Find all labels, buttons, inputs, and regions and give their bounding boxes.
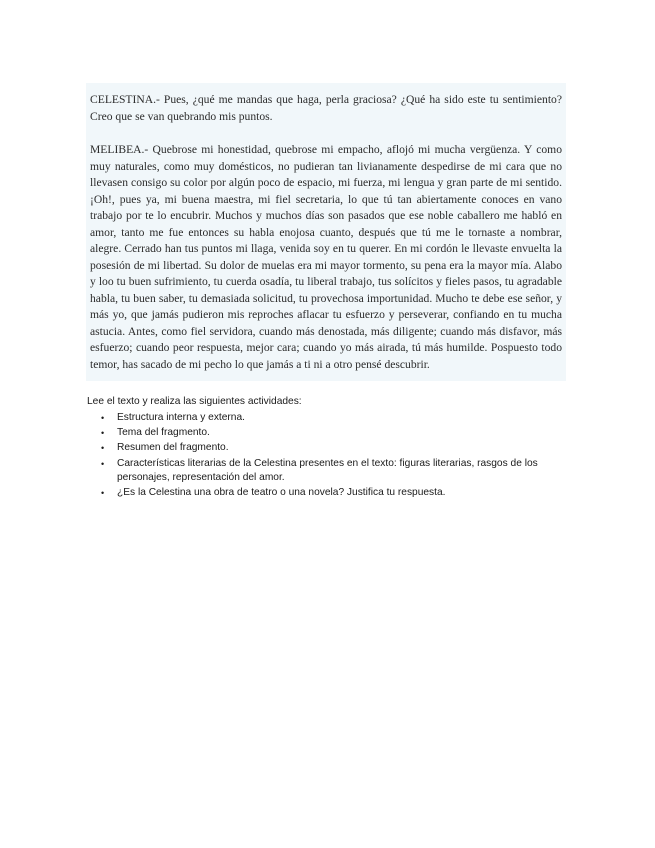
list-item — [87, 457, 557, 485]
celestina-paragraph: CELESTINA.- Pues, ¿qué me mandas que haga, perla graciosa? ¿Qué ha sido este tu sentimiento? Creo que se van quebrando mis puntos. — [90, 93, 562, 123]
task-text: Tema del fragmento. — [117, 427, 210, 439]
list-item — [87, 426, 557, 440]
task-text: Resumen del fragmento. — [117, 442, 229, 454]
bullet-icon: • — [101, 428, 105, 439]
bullet-icon: • — [101, 413, 105, 423]
activities-section — [87, 394, 567, 501]
list-item — [87, 441, 557, 455]
activities-list — [87, 411, 567, 500]
list-item — [87, 411, 557, 425]
bullet-icon: • — [101, 443, 105, 454]
activities-intro: Lee el texto y realiza las siguientes actividades: — [87, 396, 302, 407]
task-text: ¿Es la Celestina una obra de teatro o una novela? Justifica tu respuesta. — [117, 487, 446, 499]
list-item — [87, 486, 557, 500]
bullet-icon: • — [101, 458, 105, 469]
task-text: Características literarias de la Celestina presentes en el texto: figuras literarias, rasgos de los personajes, representación del amor. — [117, 457, 538, 483]
task-text: Estructura interna y externa. — [117, 412, 245, 423]
bullet-icon: • — [101, 488, 105, 499]
melibea-paragraph: MELIBEA.- Quebrose mi honestidad, quebrose mi empacho, aflojó mi mucha vergüenza. Y como muy naturales, como muy domésticos, no pudieran tan livianamente despedirse de mi cara que no llevasen consigo su color por algún poco de espacio, mi fuerza, mi lengua y gran parte de mi sentido. ¡Oh!, pues ya, mi buena maestra, mi fiel secretaria, lo que tú tan abiertamente conoces en vano trabajo por te lo encubrir. Muchos y muchos días son pasados que ese noble caballero me habló en amor, tanto me fue entonces su habla enojosa cuanto, después que tú me le tornaste a nombrar, alegre. Cerrado han tus puntos mi llaga, venida soy en tu querer. En mi cordón le llevaste envuelta la posesión de mi libertad. Su dolor de muelas era mi mayor tormento, su pena era la mayor mía. Alabo y loo tu buen sufrimiento, tu cuerda osadía, tu liberal trabajo, tus solícitos y fieles pasos, tu agradable habla, tu buen saber, tu demasiada solicitud, tu provechosa importunidad. Mucho te debe ese señor, y más yo, que jamás pudieron mis reproches aflacar tu esfuerzo y perseverar, confiando en tu mucha astucia. Antes, como fiel servidora, cuando más denostada, más diligente; cuando más disfavor, más esfuerzo; cuando peor respuesta, mejor cara; cuando yo más airada, tú más humilde. Pospuesto todo temor, has sacado de mi pecho lo que jamás a ti ni a otro pensé descubrir. — [90, 143, 562, 371]
